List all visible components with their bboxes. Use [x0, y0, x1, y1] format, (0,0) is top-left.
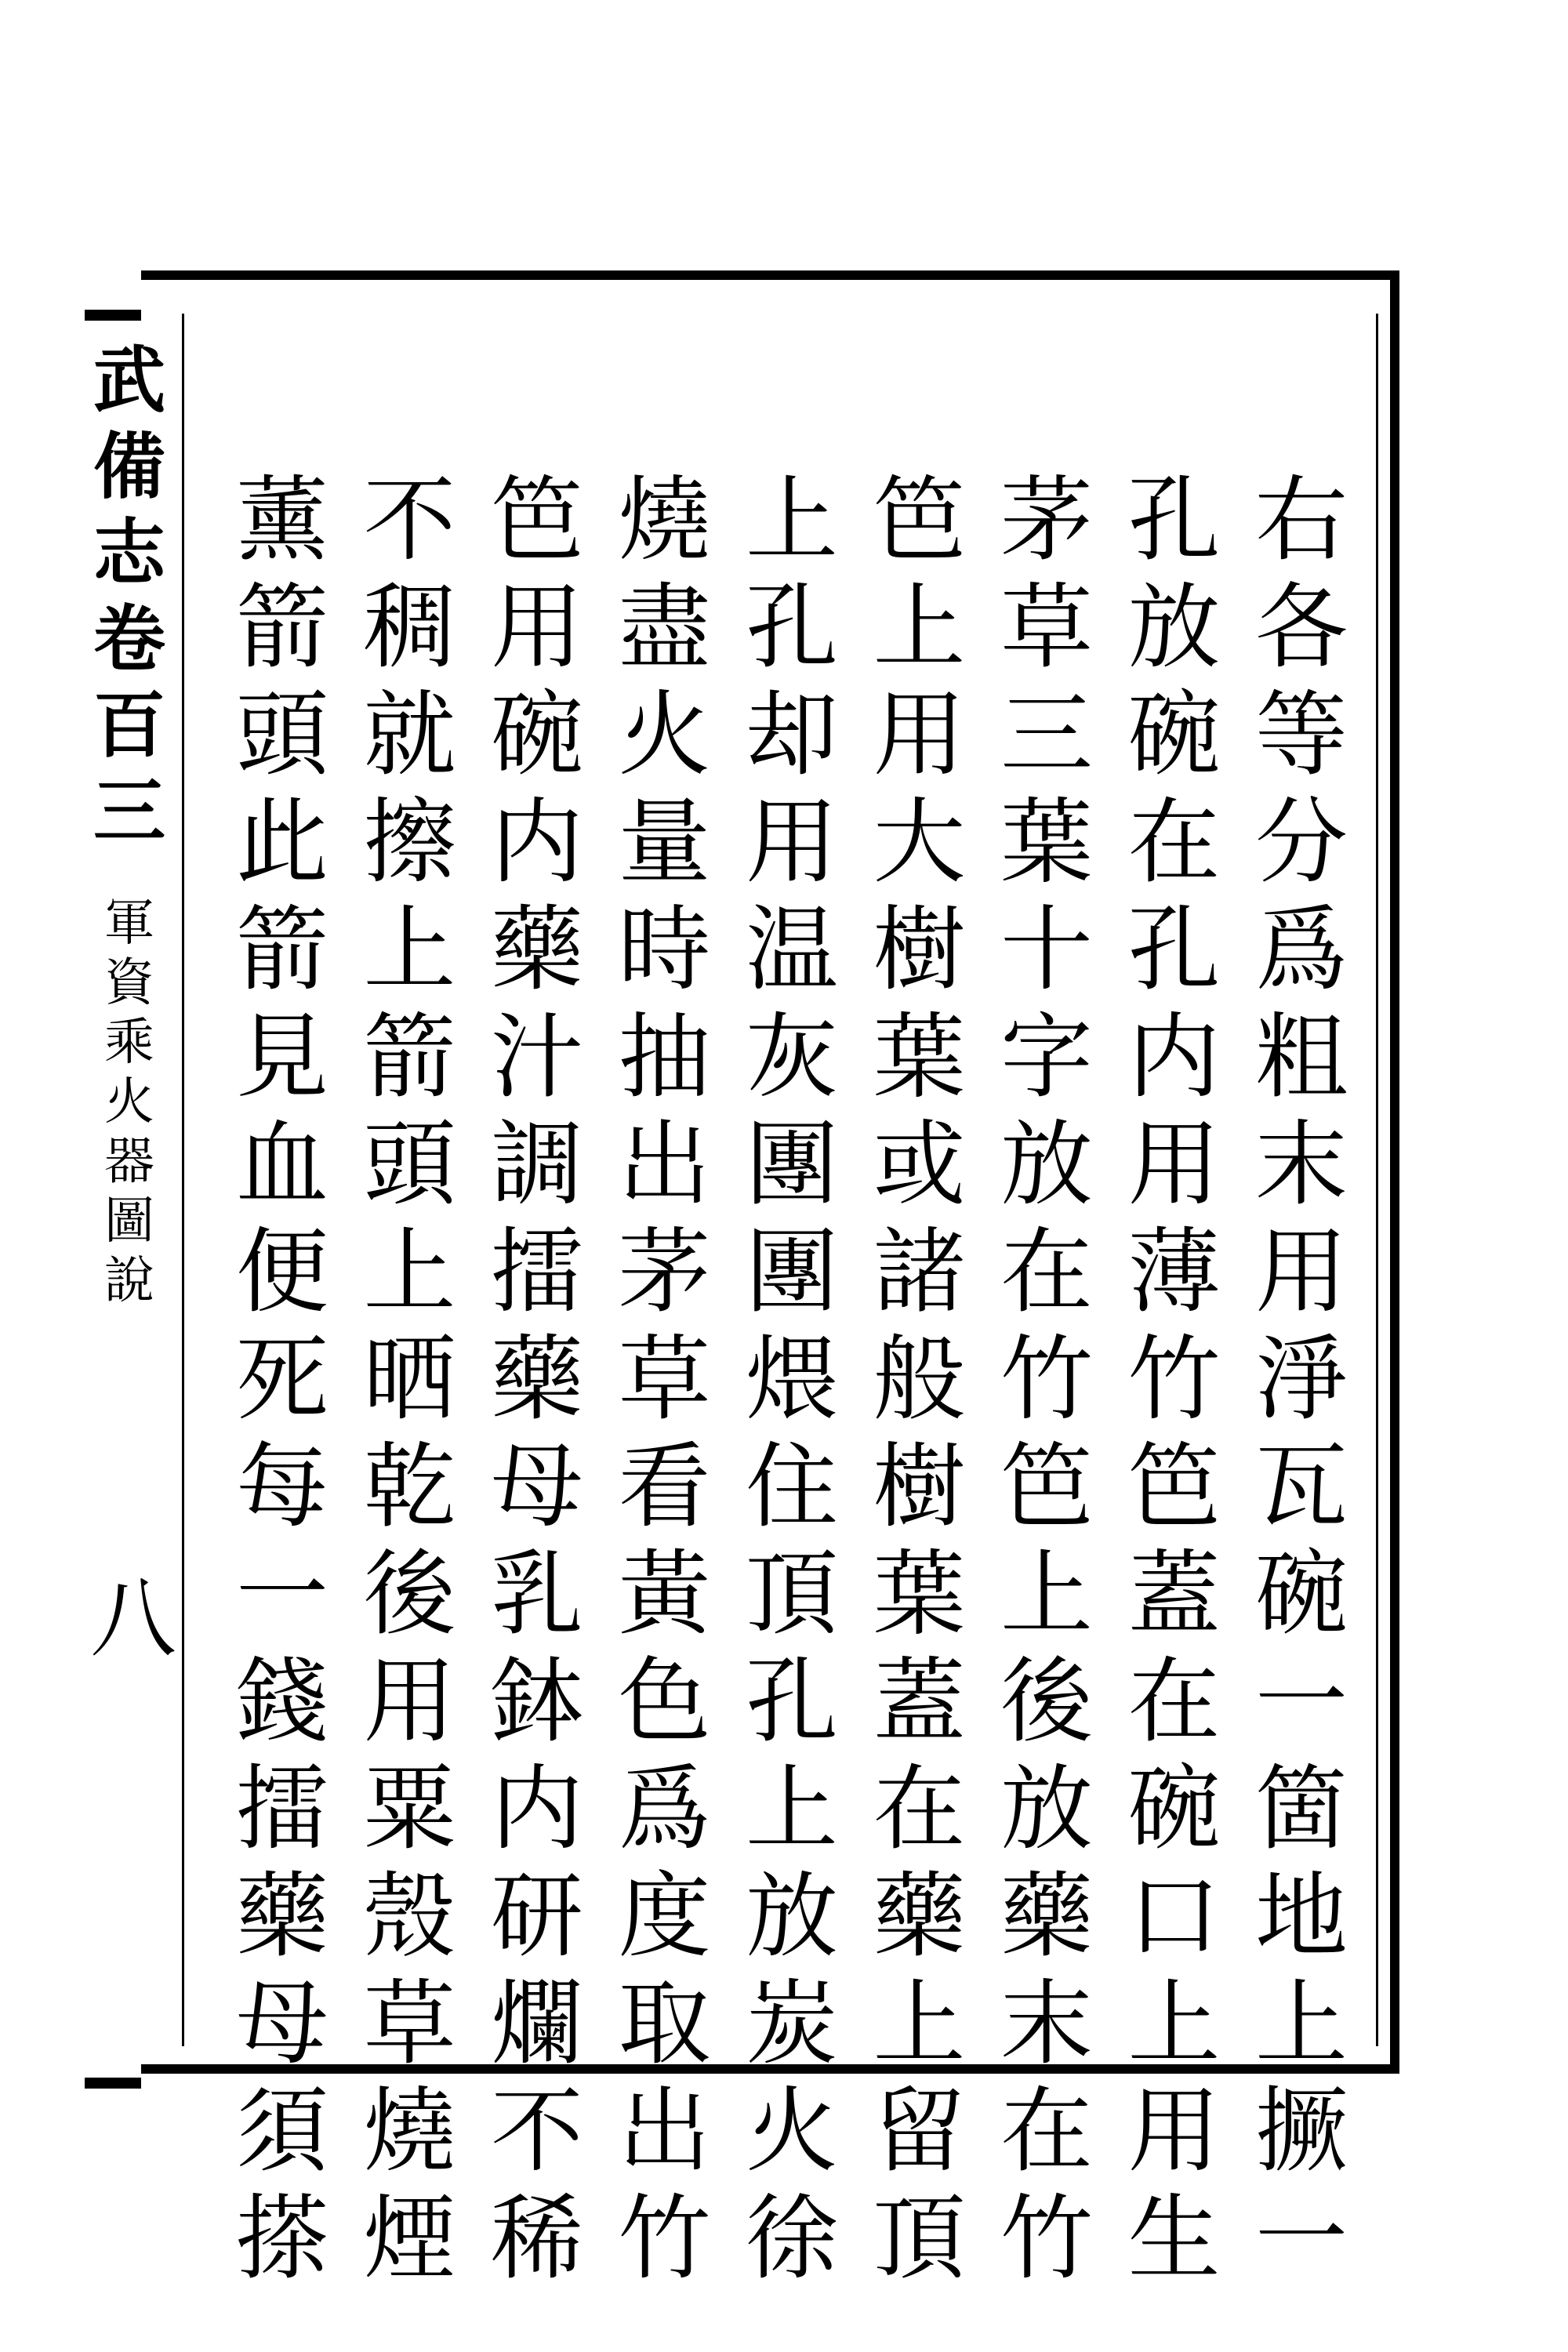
fishtail-mark-top [85, 310, 141, 321]
margin-title-char: 備 [93, 424, 165, 509]
margin-section-char: 圖 [104, 1192, 154, 1250]
margin-title-char: 三 [93, 769, 165, 854]
margin-title-char: 志 [93, 510, 165, 595]
text-column: 笆用碗内藥汁調擂藥母乳鉢内研爛不稀 [475, 470, 583, 2296]
text-column: 右各等分爲粗末用淨瓦碗一箇地上撅一 [1240, 470, 1348, 2296]
text-column: 燒盡火量時抽出茅草看黃色爲度取出竹 [602, 470, 711, 2296]
text-column: 孔放碗在孔内用薄竹笆蓋在碗口上用生 [1112, 470, 1221, 2296]
margin-title-char: 百 [93, 683, 165, 768]
margin-section-title [104, 894, 154, 1311]
text-column: 不稠就擦上箭頭上晒乾後用粟殼草燒煙 [347, 470, 456, 2296]
margin-section-char: 器 [104, 1133, 154, 1191]
page-margin-column [86, 337, 172, 1311]
text-column: 笆上用大樹葉或諸般樹葉蓋在藥上留頂 [857, 470, 966, 2296]
page-number: 八 [90, 1569, 176, 1669]
margin-title-char: 卷 [93, 597, 165, 681]
margin-divider-rule [182, 314, 184, 2046]
margin-section-char: 軍 [104, 895, 154, 953]
margin-section-char: 乘 [104, 1014, 154, 1072]
text-column: 上孔却用温灰團團煨住頂孔上放炭火徐 [730, 470, 838, 2296]
text-column: 茅草三葉十字放在竹笆上後放藥末在竹 [985, 470, 1093, 2296]
main-text-block [204, 470, 1364, 2296]
margin-section-char: 資 [104, 954, 154, 1012]
text-column: 薰箭頭此箭見血便死每一錢擂藥母須搽 [220, 470, 328, 2296]
fishtail-mark-bottom [85, 2078, 141, 2089]
inner-border-rule [1376, 314, 1378, 2046]
margin-title-char: 武 [93, 338, 165, 423]
margin-section-char: 火 [104, 1073, 154, 1131]
margin-section-char: 說 [104, 1252, 154, 1310]
margin-book-title [93, 337, 165, 855]
